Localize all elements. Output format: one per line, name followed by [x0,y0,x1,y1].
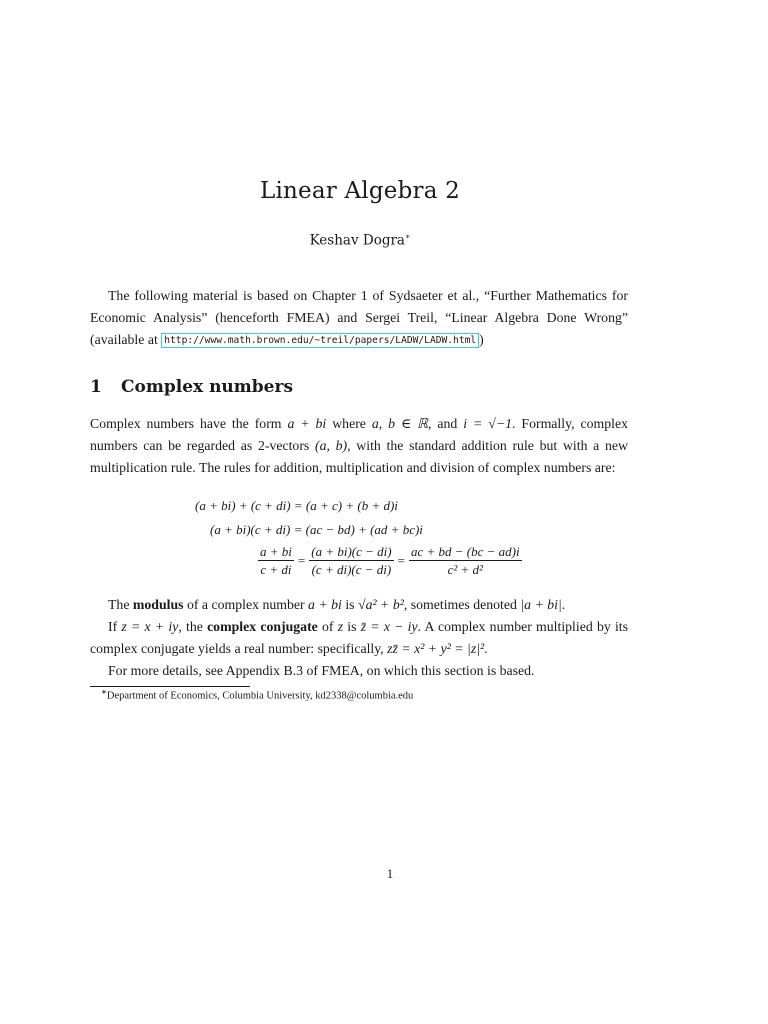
footnote-mark: ∗ [101,688,107,696]
math-inline: zz̄ = x² + y² = |z|² [387,641,485,656]
abstract-close: ) [479,332,484,347]
section-heading [90,377,293,397]
addition-equation: (a + bi) + (c + di) = (a + c) + (b + d)i [195,498,398,513]
equals-sign: = [397,552,405,568]
math-inline: a, b ∈ ℝ [371,416,429,431]
math-inline: a + bi [308,597,342,612]
section-number: 1 [90,377,102,397]
fraction-rhs [409,543,522,578]
author-name: Keshav Dogra [309,232,405,249]
modulus-paragraph [90,594,628,616]
section-title: Complex numbers [121,377,294,397]
division-equation [258,543,522,578]
intro-text-2: where [326,416,372,431]
abstract-paragraph [90,285,628,351]
author-footnote-mark: ∗ [404,232,411,241]
fraction-denominator: c² + d² [447,562,483,577]
math-inline: (a, b) [315,438,348,453]
math-inline: z = x + iy [121,619,179,634]
math-inline: |a + bi| [520,597,562,612]
fraction-denominator: c + di [260,562,292,577]
paper-title: Linear Algebra 2 [260,178,460,204]
text: If [108,619,122,634]
author-line [0,232,720,249]
term-complex-conjugate: complex conjugate [207,619,318,634]
math-inline: z [337,619,344,634]
math-inline: √a² + b² [358,597,404,612]
intro-paragraph [90,413,628,479]
footnote [101,688,413,702]
ladw-url-link[interactable]: http://www.math.brown.edu/~treil/papers/LADW/LADW.html [161,333,479,348]
page-number: 1 [386,866,394,881]
fraction-middle [309,543,393,578]
details-paragraph: For more details, see Appendix B.3 of FMEA, on which this section is based. [108,663,535,678]
text: , the [178,619,208,634]
text: . [561,597,566,612]
text: of [317,619,338,634]
text: , sometimes denoted [403,597,521,612]
intro-text-5: , with the standard addition rule but with a new multiplication rule. The rules for addition, multiplication and division of complex numbers are: [90,438,628,475]
math-inline: a + bi [287,416,327,431]
fraction-numerator: a + bi [260,544,292,559]
text: of a complex number [183,597,309,612]
text: . A complex number multiplied by its complex conjugate yields a real number: specifically, [90,619,628,656]
footnote-text: Department of Economics, Columbia University, kd2338@columbia.edu [106,690,414,702]
fraction-numerator: ac + bd − (bc − ad)i [410,544,520,559]
multiplication-equation: (a + bi)(c + di) = (ac − bd) + (ad + bc)i [210,522,423,537]
definitions-block [90,594,628,682]
fraction-denominator: (c + di)(c − di) [311,562,392,577]
text: . [484,641,488,656]
intro-text-1: Complex numbers have the form [90,416,288,431]
fraction-numerator: (a + bi)(c − di) [311,544,392,559]
fraction-lhs [258,543,294,578]
text: is [343,619,361,634]
footnote-rule [90,686,250,687]
intro-text-3: , and [428,416,464,431]
text: is [341,597,358,612]
conjugate-paragraph [90,616,628,660]
text: The [108,597,133,612]
term-modulus: modulus [132,597,184,612]
abstract-text: The following material is based on Chapter 1 of Sydsaeter et al., “Further Mathematics for Economic Analysis” (henceforth FMEA) and Sergei Treil, “Linear Algebra Done Wrong” (available at [90,288,628,347]
equals-sign: = [297,552,306,568]
intro-text-4: . Formally, complex numbers can be regarded as 2-vectors [90,416,628,453]
math-inline: z̄ = x − iy [360,619,418,634]
math-inline: i = √−1 [463,416,513,431]
